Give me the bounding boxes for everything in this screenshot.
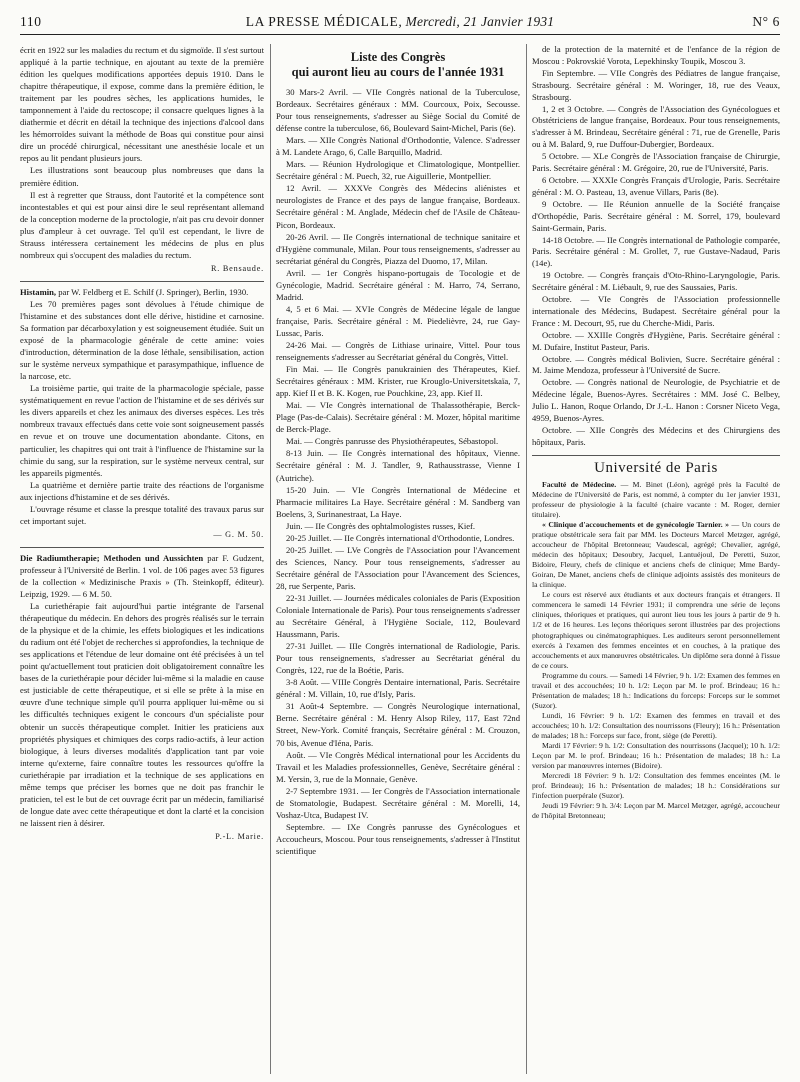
congress-entry: 2-7 Septembre 1931. — Ier Congrès de l'Association internationale de Stomatologie, Budapest. Secrétaire général : M. Morelli, 14, Voshaz-Utca, Budapest IV. (276, 785, 520, 820)
review-heading (20, 552, 264, 600)
review-heading (20, 286, 264, 298)
congress-entry: 9 Octobre. — IIe Réunion annuelle de la Société française d'Orthopédie, Paris. Secrétaire général : M. Sorrel, 179, boulevard Saint-Germain, Paris. (532, 198, 780, 233)
congress-entry: 4, 5 et 6 Mai. — XVIe Congrès de Médecine légale de langue française, Paris. Secrétaire général : M. Piedelièvre, 24, rue Gay-Lussac, Paris. (276, 303, 520, 338)
column-congress-continued (532, 44, 780, 1074)
review-paragraph: La curiethérapie fait aujourd'hui partie intégrante de l'arsenal thérapeutique du médecin. En dehors des progrès réalisés sur le terrain de la physique et de la chimie, les effets biologiques et les indications du radium ont été l'objet de recherches si approfondies, la technique de ses applications et l'étendue de leur domaine ont été précisées à un tel point qu'actuellement tout praticien doit obligatoirement connaître les bases de la curiethérapie pour décider lui-même si la maladie en cause est justiciable de cette thérapeutique, et si elle se prête à la mise en œuvre d'une technique simple qu'il pourra appliquer lui-même ou si les difficultés techniques exigent le concours d'un spécialiste pour obtenir un succès thérapeutique complet. Initier les praticiens aux propriétés physiques et chimiques des corps radio-actifs, à leur action biologique, à leurs diverses modalités d'application tant par voie interne qu'externe, faire connaître toutes les ressources qu'offre la curiethérapie par irradiation et la technique de ses applications en même temps que préciser les bornes que ne doit pas franchir le praticien, tel est le but de cet ouvrage écrit par un médecin, familiarisé de longue date avec cette thérapeutique et dont la clarté et la concision ne laissent rien à désirer. (20, 601, 264, 828)
congress-entry: 19 Octobre. — Congrès français d'Oto-Rhino-Laryngologie, Paris. Secrétaire général : M. Liébault, 9, rue des Saussaies, Paris. (532, 270, 780, 293)
congress-entry: 12 Avril. — XXXVe Congrès des Médecins aliénistes et neurologistes de France et des pays de langue française, Bordeaux. Secrétaire général : M. Anglade, Médecin chef de l'Asile de Château-Picon, Bordeaux. (276, 183, 520, 230)
congress-entry: 6 Octobre. — XXXIe Congrès Français d'Urologie, Paris. Secrétaire général : M. O. Pasteau, 13, avenue Villars, Paris (8e). (532, 174, 780, 197)
congress-entry: 24-26 Mai. — Congrès de Lithiase urinaire, Vittel. Pour tous renseignements s'adresser au Secrétariat général du Congrès, Vittel. (276, 339, 520, 363)
congress-entry: de la protection de la maternité et de l'enfance de la région de Moscou : Pokrovskié Vorota, Lepekhinsky Toupik, Moscou 3. (532, 44, 780, 66)
news-paragraph: Programme du cours. — Samedi 14 Février, 9 h. 1/2: Examen des femmes en travail et des accouchées; 10 h. 1/2: Leçon par M. le prof. Brindeau; 16 h.: Présentation de malades; 18 h.: Indications du forceps: Forceps sur le sommet (Suzor). (532, 670, 780, 710)
masthead-line (20, 14, 780, 30)
review-paragraph: L'ouvrage résume et classe la presque totalité des travaux parus sur cet important sujet. (20, 503, 264, 526)
column-divider (270, 44, 271, 1074)
congress-entry: 15-20 Juin. — VIe Congrès International de Médecine et Pharmacie militaires La Haye. Secrétaire général : M. Sandberg van Boelens, 3, Surinanestraat, La Haye. (276, 484, 520, 519)
congress-entry: 20-26 Avril. — IIe Congrès international de technique sanitaire et d'Hygiène communale, Milan. Pour tous renseignements, s'adresser au secrétariat général du Congrès, Piazza del Duomo, 17, Milan. (276, 231, 520, 266)
column-divider (526, 44, 527, 1074)
review-paragraph: Il est à regretter que Strauss, dont l'autorité et la compétence sont incontestables et qui est pour ainsi dire le seul représentant allemand de la conception moderne de la proctologie, n'ait pas cru devoir donner plus d'ampleur à cet ouvrage. Tel qu'il est cependant, le livre de Strauss intéressera certainement les médecins de plus en plus nombreux qui s'occupent des maladies du rectum. (20, 189, 264, 260)
issue-number: N° 6 (752, 14, 780, 29)
congress-entries (532, 44, 780, 449)
review-paragraph: La troisième partie, qui traite de la pharmacologie spéciale, passe systématiquement en revue l'action de l'histamine et de ses dérivés sur les divers appareils et chez les animaux des diverses espèces. Les très nombreux travaux effectués dans cette voie sont soigneusement passés en revue et on trouve une documentation abondante. Citons, en particulier, les chapitres qui ont trait à l'influence de l'histamine sur la chimie du sang, sur la respiration, sur le système nerveux central, sur les appareils pigmentés. (20, 383, 264, 478)
congress-entry: Août. — VIe Congrès Médical international pour les Accidents du Travail et les Maladies professionnelles, Genève, Secrétaire général : M. Yersin, 3, rue de la Monnaie, Genève. (276, 749, 520, 784)
congress-entry: Mai. — VIe Congrès international de Thalassothérapie, Berck-Plage (Pas-de-Calais). Secrétaire général : M. Mozer, hôpital maritime de Berck-Plage. (276, 400, 520, 435)
congress-entry: Mars. — Réunion Hydrologique et Climatologique, Montpellier. Secrétaire général : M. Puech, 32, rue Aiguillerie, Montpellier. (276, 159, 520, 182)
congress-entry: 20-25 Juillet. — IIe Congrès international d'Orthodontie, Londres. (286, 532, 515, 543)
book-title: Histamin, (20, 286, 57, 297)
congress-list-title: Liste des Congrès qui auront lieu au cours de l'année 1931 (291, 50, 505, 79)
review-signature: — G. M. 50. (213, 529, 264, 539)
review-paragraph: écrit en 1922 sur les maladies du rectum et du sigmoïde. Il s'est surtout appliqué à la partie technique, en ajoutant au texte de la première édition les quelques modifications apportées depuis 1910. Dans le chapitre thérapeutique, il expose, comme dans la première édition, le traitement par les poudres sèches, les applications humides, le tamponnement à l'aide du rectoscope; il consacre quelques lignes à la diathermie et décrit en détail la technique des injections d'alcool dans les hémorroïdes suivant la méthode de Boas qui constitue pour ainsi dire un procédé chirurgical, nécessitant une anesthésie locale et un repos au lit pendant plusieurs jours. (20, 45, 264, 164)
news-paragraph: Le cours est réservé aux étudiants et aux docteurs français et étrangers. Il commencera le samedi 14 Février 1931; il comprendra une série de leçons cliniques, théoriques et pratiques, qui auront lieu tous les jours à partir de 9 h. 1/2 et de 16 heures. Les leçons théoriques seront illustrées par des projections photographiques ou cinématographiques. Les auditeurs seront personnellement exercés à l'examen des femmes enceintes et en couches, à la pratique des accouchements et aux manœuvres obstétricales. Un diplôme sera donné à l'issue de ce cours. (532, 590, 780, 670)
journal-title: LA PRESSE MÉDICALE (245, 14, 399, 29)
congress-entry: 1, 2 et 3 Octobre. — Congrès de l'Association des Gynécologues et Obstétriciens de langue française, Bordeaux. Pour tous renseignements, s'adresser à M. Brindeau, Secrétaire général : 71, rue de Grenelle, Paris ou à M. Balard, 9, rue Duffour-Dubergier, Bordeaux. (532, 103, 780, 150)
congress-entry: 3-8 Août. — VIIIe Congrès Dentaire international, Paris. Secrétaire général : M. Villain, 10, rue d'Isly, Paris. (276, 677, 520, 700)
dateline: , Mercredi, 21 Janvier 1931 (398, 14, 555, 29)
congress-entry: Octobre. — Congrès national de Neurologie, de Psychiatrie et de Médecine légale, Buenos-Ayres. Secrétaires : MM. José C. Belbey, Julio L. Hanon, Roque Orlando, Dr J.-L. Hanon : Corsner Niceto Vega, 4959, Buenos-Ayres. (532, 377, 780, 424)
universite-title: Université de Paris (594, 459, 718, 476)
page-number: 110 (20, 14, 42, 29)
congress-entry: 14-18 Octobre. — IIe Congrès international de Pathologie comparée, Paris. Secrétaire général : M. Grollet, 7, rue Gustave-Nadaud, Paris (14e). (532, 234, 780, 269)
congress-entry: Octobre. — Congrès médical Bolivien, Sucre. Secrétaire général : M. Jaime Mendoza, professeur à l'Université de Sucre. (532, 353, 780, 376)
book-authors: par F. Gudzent, professeur à l'Université de Berlin. 1 vol. de 106 pages avec 53 figures de la collection « Medizinische Praxis » (Th. Steinkopff, éditeur). Leipzig, 1929. — 6 M. 50. (20, 552, 264, 600)
congress-entry: Octobre. — XIIe Congrès des Médecins et des Chirurgiens des hôpitaux, Paris. (532, 425, 780, 447)
congress-entry: Juin. — IIe Congrès des ophtalmologistes russes, Kief. (286, 520, 476, 531)
section-divider (532, 455, 780, 456)
review-signature: R. Bensaude. (210, 263, 264, 273)
congress-entry: 30 Mars-2 Avril. — VIIe Congrès national de la Tuberculose, Bordeaux. Secrétaires généraux : MM. Courcoux, Poix, Secousse. Pour tous renseignements, s'adresser au Siège Social du Comité de défense contre la tuberculose, 66, Boulevard Saint-Michel, Paris (6e). (276, 87, 520, 134)
congress-entry: Fin Mai. — IIe Congrès panukrainien des Thérapeutes, Kief. Secrétaires généraux : MM. Krister, rue Krouglo-Universitetskaïa, 7, app. Kief II et B. K. Kogen, rue Pouchkine, 23, app. Kief II. (276, 364, 520, 399)
universite-news (532, 480, 780, 822)
book-authors: par W. Feldberg et E. Schilf (J. Springer), Berlin, 1930. (56, 286, 249, 297)
news-paragraph: Mercredi 18 Février: 9 h. 1/2: Consultation des femmes enceintes (M. le prof. Brindeau); 16 h.: Présentation de malades; 18 h.: Considérations sur l'infection puerpérale (Suzor). (532, 771, 780, 801)
congress-entry: Mars. — XIIe Congrès National d'Orthodontie, Valence. S'adresser à M. Landete Arago, 6, Calle Barquillo, Madrid. (276, 135, 520, 158)
congress-entry: 8-13 Juin. — IIe Congrès international des hôpitaux, Vienne. Secrétaire général : M. J. Tandler, 9, Rathausstrasse, Vienne I (Autriche). (276, 448, 520, 483)
review-paragraph: La quatrième et dernière partie traite des réactions de l'organisme aux injections d'histamine et de ses dérivés. (20, 479, 264, 502)
congress-entries (276, 86, 520, 857)
congress-entry: 5 Octobre. — XLe Congrès de l'Association française de Chirurgie, Paris. Secrétaire général : M. Grégoire, 20, rue de l'Université, Paris. (532, 151, 780, 174)
news-paragraph: Faculté de Médecine. — M. Binet (Léon), agrégé près la Faculté de Médecine de l'Université de Paris, est nommé, à compter du 1er janvier 1931, professeur de physiologie à la faculté (chaire vacante : M. Roger, dernier titulaire). (532, 479, 780, 519)
review-paragraph: Les 70 premières pages sont dévolues à l'étude chimique de l'histamine et des substances dont elle dérive, histidine et carnosine. Sa formation par décarboxylation y est soigneusement étudiée. Suit un exposé de la pharmacologie générale de cette amine: voies d'introduction, détermination de la dose léthale, sensibilisation, action sur le système nerveux sympathique et parasympathique, influence de la narcose, etc. (20, 298, 264, 382)
column-congress-list (276, 44, 520, 1074)
column-reviews (20, 44, 264, 1074)
review-paragraph: Les illustrations sont beaucoup plus nombreuses que dans la première édition. (20, 165, 264, 188)
news-paragraph: Jeudi 19 Février: 9 h. 3/4: Leçon par M. Marcel Metzger, agrégé, accoucheur de l'hôpital Bretonneau; (532, 801, 780, 821)
congress-entry: Septembre. — IXe Congrès panrusse des Gynécologues et Accoucheurs, Moscou. Pour tous renseignements, s'adresser à l'Institut scientifique (276, 821, 520, 856)
congress-entry: 22-31 Juillet. — Journées médicales coloniales de Paris (Exposition Coloniale Internationale de Paris). Pour tous renseignements s'adresser au Secrétaire Général, à l'Hygiène Sociale, 112, Boulevard Haussmann, Paris. (276, 592, 520, 640)
congress-entry: 20-25 Juillet. — LVe Congrès de l'Association pour l'Avancement des Sciences, Nancy. Pour tous renseignements, s'adresser au Secrétaire général de l'Association pour l'Avancement des Sciences, 28, rue Serpente, Paris. (276, 544, 520, 591)
section-divider (20, 547, 264, 548)
congress-entry: Octobre. — XXIIIe Congrès d'Hygiène, Paris. Secrétaire général : M. Dufaire, Institut Pasteur, Paris. (532, 329, 780, 352)
news-paragraph: Lundi, 16 Février: 9 h. 1/2: Examen des femmes en travail et des accouchées; 10 h. 1/2: Consultation des nourrissons (Fleury); 16 h.: Présentation de malades; 18 h.: Forceps sur face, front, siège (de Peretti). (532, 710, 780, 740)
congress-entry: Fin Septembre. — VIIe Congrès des Pédiatres de langue française, Strasbourg. Secrétaire général : M. Woringer, 18, rue des Veaux, Strasbourg. (532, 67, 780, 102)
book-title: Die Radiumtherapie; Methoden und Aussichten (20, 552, 204, 563)
congress-entry: Octobre. — VIe Congrès de l'Association professionnelle internationale des Médecins, Budapest. Secrétaire général pour la France : M. Decourt, 95, rue du Cherche-Midi, Paris. (532, 294, 780, 328)
congress-entry: Avril. — 1er Congrès hispano-portugais de Tocologie et de Gynécologie, Madrid. Secrétaire général : M. Harro, 74, Serrano, Madrid. (276, 267, 520, 302)
news-paragraph: Mardi 17 Février: 9 h. 1/2: Consultation des nourrissons (Jacquel); 10 h. 1/2: Leçon par M. le prof. Brindeau; 16 h.: Présentation de malades; 18 h.: La version par manœuvres internes (Bidoire). (532, 741, 780, 771)
congress-entry: 31 Août-4 Septembre. — Congrès Neurologique international, Berne. Secrétaire général : M. Henry Alsop Riley, 117, East 72nd Street, New-York. Comité français, Secrétaire général : M. Crouzon, 70 bis, Avenue d'Iéna, Paris. (276, 701, 520, 748)
news-paragraph: « Clinique d'accouchements et de gynécologie Tarnier. » — Un cours de pratique obstétricale sera fait par MM. les Docteurs Marcel Metzger, agrégé, accoucheur de l'hôpital Bretonneau; Vaudescal, agrégé; Chevalier, agrégé, médecin des hôpitaux; Desoubry, Jacquel, Lantuéjoul, De Peretti, Suzor, Bidoire, Fleury, chefs de clinique et anciens chefs de clinique; Mme Bardy-Goiran, De Manet, anciens chefs de clinique adjoints assistés des moniteurs de la clinique. (532, 520, 780, 590)
congress-entry: 27-31 Juillet. — IIIe Congrès international de Radiologie, Paris. Pour tous renseignements, s'adresser au Secrétariat général du Congrès, 122, rue de la Boétie, Paris. (276, 641, 520, 676)
congress-entry: Mai. — Congrès panrusse des Physiothérapeutes, Sébastopol. (286, 436, 499, 447)
page-header (20, 12, 780, 35)
review-signature: P.-L. Marie. (215, 831, 264, 841)
section-divider (20, 281, 264, 282)
